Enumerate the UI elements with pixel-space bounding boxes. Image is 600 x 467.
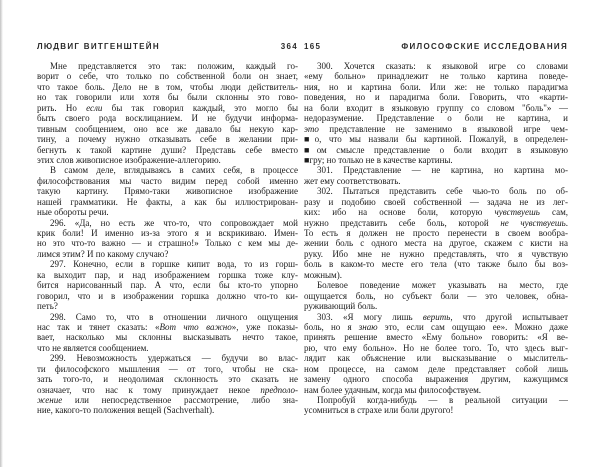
text-line: ких: ибо на основе боли, которую чувствуешь сам,: [304, 207, 568, 218]
text-line: жение или непосредственное рассмотрение, либо зна-: [37, 395, 298, 405]
text-line: что такое боль. Дело не в том, чтобы люди действитель-: [37, 81, 298, 92]
text-line: что не является сообщением.: [37, 342, 149, 353]
text-line: этих слов живописное изображение-аллегорию.: [37, 154, 221, 165]
text-line: ти философского мышления — от того, чтобы не ска-: [37, 363, 298, 374]
text-line: 302. Пытаться представить себе чью-то боль по об-: [317, 186, 568, 197]
text-line: бится нарисованный пар. А что, если бы кто-то упорно: [37, 280, 298, 291]
text-line: лимся этим? И по какому случаю?: [37, 248, 169, 259]
text-line: усомниться в страхе или боли другого!: [304, 405, 454, 416]
text-line: 296. «Да, но есть же что-то, что сопровождает мой: [50, 217, 298, 228]
text-line: нас так и тянет сказать: «Вот что важно», уже показы-: [37, 321, 298, 332]
text-line: боль, но я знаю это, если сам ощущаю ее». Можно даже: [304, 321, 568, 332]
text-line: «ему больно» принадлежит не только картина поведе-: [304, 71, 568, 82]
text-line: рю, что ему больно». Но не более того. То, что здесь выг-: [304, 342, 568, 353]
text-line: вает, насколько мы склонны высказывать нечто такое,: [37, 332, 298, 343]
text-line: ние, какого-то положения вещей (Sachverhalt).: [37, 405, 215, 416]
text-line: 299. Невозможность удержаться — будучи во влас-: [50, 353, 298, 364]
running-head: [304, 42, 568, 52]
paragraph: [304, 186, 568, 280]
scan-page-edge: [0, 0, 3, 467]
running-head-book-title: ФИЛОСОФСКИЕ ИССЛЕДОВАНИЯ: [401, 42, 568, 51]
text-line: жет ему соответствовать.: [304, 175, 401, 186]
running-head: [37, 42, 298, 52]
paragraph: [304, 280, 568, 311]
text-line: В самом деле, вглядываясь в самих себя, в процессе: [50, 165, 298, 176]
text-line: нужно представить себе боль, которой не чувствуешь.: [304, 217, 568, 228]
text-line: но это что-то важно — и страшно!» Только с кем мы де-: [37, 238, 298, 249]
text-line: зать того-то, и неодолимая склонность это сказать не: [37, 374, 298, 385]
text-line: ■о, что мы назвали бы картиной. Пожалуй, в определен-: [304, 134, 568, 145]
book-page-left: [37, 42, 298, 416]
text-line: нам более удачным, когда мы философствуем.: [304, 384, 482, 395]
text-line: ния, но и картина боли. Или же: не только парадигма: [304, 81, 568, 92]
text-line: тину, а почему нужно отказывать себе в желании при-: [37, 134, 298, 145]
text-line: петь?: [37, 301, 58, 312]
paragraph: [37, 61, 298, 165]
text-line: тивным сообщением, оно все же давало бы некую кар-: [37, 123, 298, 134]
text-line: такую картину. Прямо-таки живописное изображение: [37, 186, 298, 197]
text-line: 297. Конечно, если в горшке кипит вода, то из горш-: [50, 259, 298, 270]
text-line: руку. Ибо мне не нужно представлять, что я чувствую: [304, 248, 568, 259]
paragraph: [304, 61, 568, 165]
text-line: То есть я должен не просто перенести в своем вообра-: [304, 228, 568, 238]
text-line: жении боль с одного места на другое, скажем с кисти на: [304, 238, 568, 249]
book-page-right: [304, 42, 568, 416]
text-line: лядит как объяснение или высказывание о мыслитель-: [304, 353, 568, 364]
text-line: говорил, что и в изображении горшка должно что-то ки-: [37, 290, 298, 301]
text-line: ка выходит пар, и над изображением горшка тоже клу-: [37, 269, 298, 280]
text-line: разу и подобию своей собственной — задача не из лег-: [304, 196, 568, 207]
text-line: Болевое поведение может указывать на место, где: [317, 280, 568, 291]
text-line: 298. Само то, что в отношении личного ощущения: [50, 311, 298, 322]
paragraph: [37, 312, 298, 354]
text-line: рить. Но если бы так говорил каждый, это могло бы: [37, 102, 298, 113]
paragraph: [304, 395, 568, 416]
text-line: 301. Представление — не картина, но картина мо-: [317, 165, 568, 176]
text-line: на боли входит в языковую группу со словом "боль"» —: [304, 102, 568, 113]
text-line: Мне представляется это так: положим, каждый го-: [50, 61, 298, 71]
text-line: 300. Хочется сказать: к языковой игре со словами: [317, 61, 568, 71]
text-line: недоразумение. Представление о боли не картина, и: [304, 113, 568, 124]
text-line: ощущается боль, но субъект боли — это человек, обна-: [304, 290, 568, 301]
text-line: ные обороты речи.: [37, 207, 109, 218]
text-line: философствования мы часто видим перед собой именно: [37, 175, 298, 186]
paragraph: [37, 165, 298, 217]
text-line: это представление не заменимо в языковой игре чем-: [304, 123, 568, 134]
text-line: нашей грамматики. Не факты, а как бы иллюстрирован-: [37, 196, 298, 207]
paragraph: [37, 259, 298, 311]
text-line: бегнуть к такой картине души? Представь себе вместо: [37, 144, 298, 155]
text-line: Попробуй когда-нибудь — в реальной ситуации —: [317, 395, 568, 405]
paragraph: [304, 312, 568, 396]
running-head-author: ЛЮДВИГ ВИТГЕНШТЕЙН: [37, 42, 160, 51]
text-line: боль в каком-то месте его тела (что также было бы воз-: [304, 259, 568, 270]
page-number: 165: [304, 42, 322, 51]
paragraph: [37, 218, 298, 260]
text-line: ворит о себе, что только по собственной боли он знает,: [37, 71, 298, 82]
text-line: принять решение вместо «Ему больно» говорить: «Я ве-: [304, 332, 568, 343]
text-line: можным).: [304, 269, 342, 280]
text-line: означает, что нас к тому принуждает некое предполо-: [37, 384, 298, 395]
text-line: но так говорили или хотя бы были склонны это гово-: [37, 92, 298, 103]
page-body: [37, 61, 298, 416]
text-line: замену одного способа выражения другим, кажущимся: [304, 374, 568, 385]
page-body: [304, 61, 568, 416]
paragraph: [37, 353, 298, 416]
text-line: ном процессе, на самом деле представляет собой лишь: [304, 363, 568, 374]
text-line: крик боли! И именно из-за этого я и вскрикиваю. Имен-: [37, 228, 298, 238]
text-line: руживающий боль.: [304, 301, 378, 312]
page-number: 364: [280, 42, 298, 51]
text-line: ■гру; но только не в качестве картины.: [304, 154, 453, 165]
text-line: ■ом смысле представление о боли входит в языковую: [304, 144, 568, 155]
text-line: быть своего рода восклицанием. И не будучи информа-: [37, 113, 298, 124]
text-line: 303. «Я могу лишь верить, что другой испытывает: [317, 311, 568, 322]
paragraph: [304, 165, 568, 186]
text-line: поведения, но и парадигма боли. Говорить, что «карти-: [304, 92, 568, 103]
